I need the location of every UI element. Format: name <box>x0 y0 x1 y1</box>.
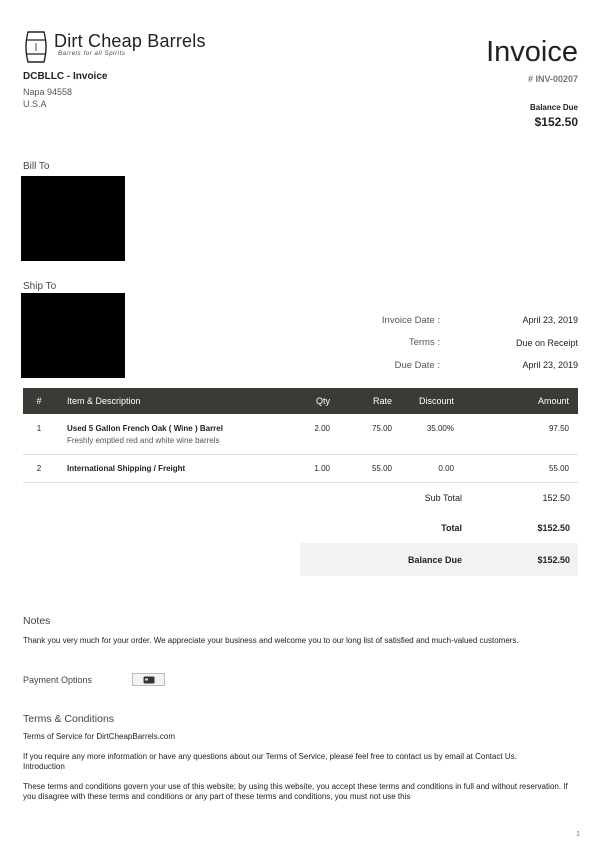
terms-paragraph: Terms of Service for DirtCheapBarrels.com <box>23 732 176 741</box>
terms-paragraph: Introduction <box>23 762 65 771</box>
meta-value: April 23, 2019 <box>522 360 578 371</box>
page-number: 1 <box>576 831 580 838</box>
row-item <box>55 414 278 454</box>
row-qty: 1.00 <box>314 463 330 473</box>
totals-block <box>300 483 578 576</box>
col-header-amount: Amount <box>537 396 569 406</box>
bill-to-label: Bill To <box>23 161 50 172</box>
sub-total-value: 152.50 <box>542 493 570 503</box>
meta-due-date <box>338 354 578 377</box>
balance-due-row-value: $152.50 <box>537 554 570 565</box>
terms-paragraph: If you require any more information or have any questions about our Terms of Service, please feel free to contact us by email at Contact Us. <box>23 751 517 761</box>
ship-to-redacted <box>21 293 125 378</box>
col-header-discount: Discount <box>418 396 454 406</box>
company-name: DCBLLC - Invoice <box>23 71 108 82</box>
invoice-meta <box>338 309 578 377</box>
balance-due-row-label: Balance Due <box>407 554 462 565</box>
row-num: 2 <box>36 463 42 473</box>
row-discount: 0.00 <box>438 463 454 473</box>
terms-paragraph: These terms and conditions govern your use of this website; by using this website, you accept these terms and conditions in full and without reservation. If you disagree with these terms and conditions or any part of these terms and conditions, you must not use this <box>23 781 568 801</box>
notes-heading: Notes <box>23 615 51 627</box>
row-num: 1 <box>36 424 42 433</box>
meta-label: Terms : <box>408 337 440 349</box>
terms-heading: Terms & Conditions <box>23 713 115 725</box>
total-label: Total <box>441 523 462 533</box>
col-header-item: Item & Description <box>67 396 141 406</box>
row-rate: 75.00 <box>371 424 392 433</box>
barrel-icon <box>24 31 48 63</box>
row-amount: 55.00 <box>548 463 569 473</box>
company-country: U.S.A <box>23 99 47 109</box>
terms-text <box>23 732 578 812</box>
meta-terms <box>338 332 578 355</box>
bill-to-redacted <box>21 176 125 261</box>
table-row <box>23 414 578 454</box>
meta-invoice-date <box>338 309 578 332</box>
row-rate: 55.00 <box>371 463 392 473</box>
total-value: $152.50 <box>537 523 570 533</box>
balance-due-row <box>300 543 578 576</box>
invoice-title: Invoice <box>486 36 578 68</box>
item-name: International Shipping / Freight <box>67 463 186 473</box>
balance-due-amount: $152.50 <box>534 115 578 129</box>
row-item <box>55 454 278 482</box>
sub-total-label: Sub Total <box>424 493 462 503</box>
row-amount: 97.50 <box>548 424 569 433</box>
meta-label: Due Date : <box>394 359 440 371</box>
row-discount: 35.00% <box>426 424 454 433</box>
col-header-rate: Rate <box>372 396 392 406</box>
total-row <box>300 513 578 543</box>
col-header-num: # <box>36 396 42 406</box>
company-city-zip: Napa 94558 <box>23 87 73 97</box>
payment-options-label: Payment Options <box>23 675 93 685</box>
invoice-number: # INV-00207 <box>527 74 578 84</box>
table-row <box>23 454 578 482</box>
item-name: Used 5 Gallon French Oak ( Wine ) Barrel <box>67 424 223 433</box>
meta-value: April 23, 2019 <box>522 315 578 326</box>
notes-text: Thank you very much for your order. We appreciate your business and welcome you to our long list of satisfied and much-valued customers. <box>23 636 519 645</box>
row-qty: 2.00 <box>314 424 330 433</box>
line-items-table <box>23 388 578 483</box>
col-header-qty: Qty <box>315 396 330 406</box>
company-logo <box>24 31 206 65</box>
item-description: Freshly emptied red and white wine barrels <box>67 436 220 445</box>
table-header-row <box>23 388 578 414</box>
meta-label: Invoice Date : <box>381 314 440 326</box>
company-address <box>23 71 107 110</box>
balance-due-label: Balance Due <box>529 103 578 112</box>
logo-name: Dirt Cheap Barrels <box>54 31 206 51</box>
ship-to-label: Ship To <box>23 281 57 292</box>
meta-value: Due on Receipt <box>515 337 578 348</box>
logo-tagline: Barrels for all Spirits <box>58 51 126 57</box>
invoice-header <box>486 36 578 129</box>
sub-total-row <box>300 483 578 513</box>
card-icon <box>132 673 165 686</box>
